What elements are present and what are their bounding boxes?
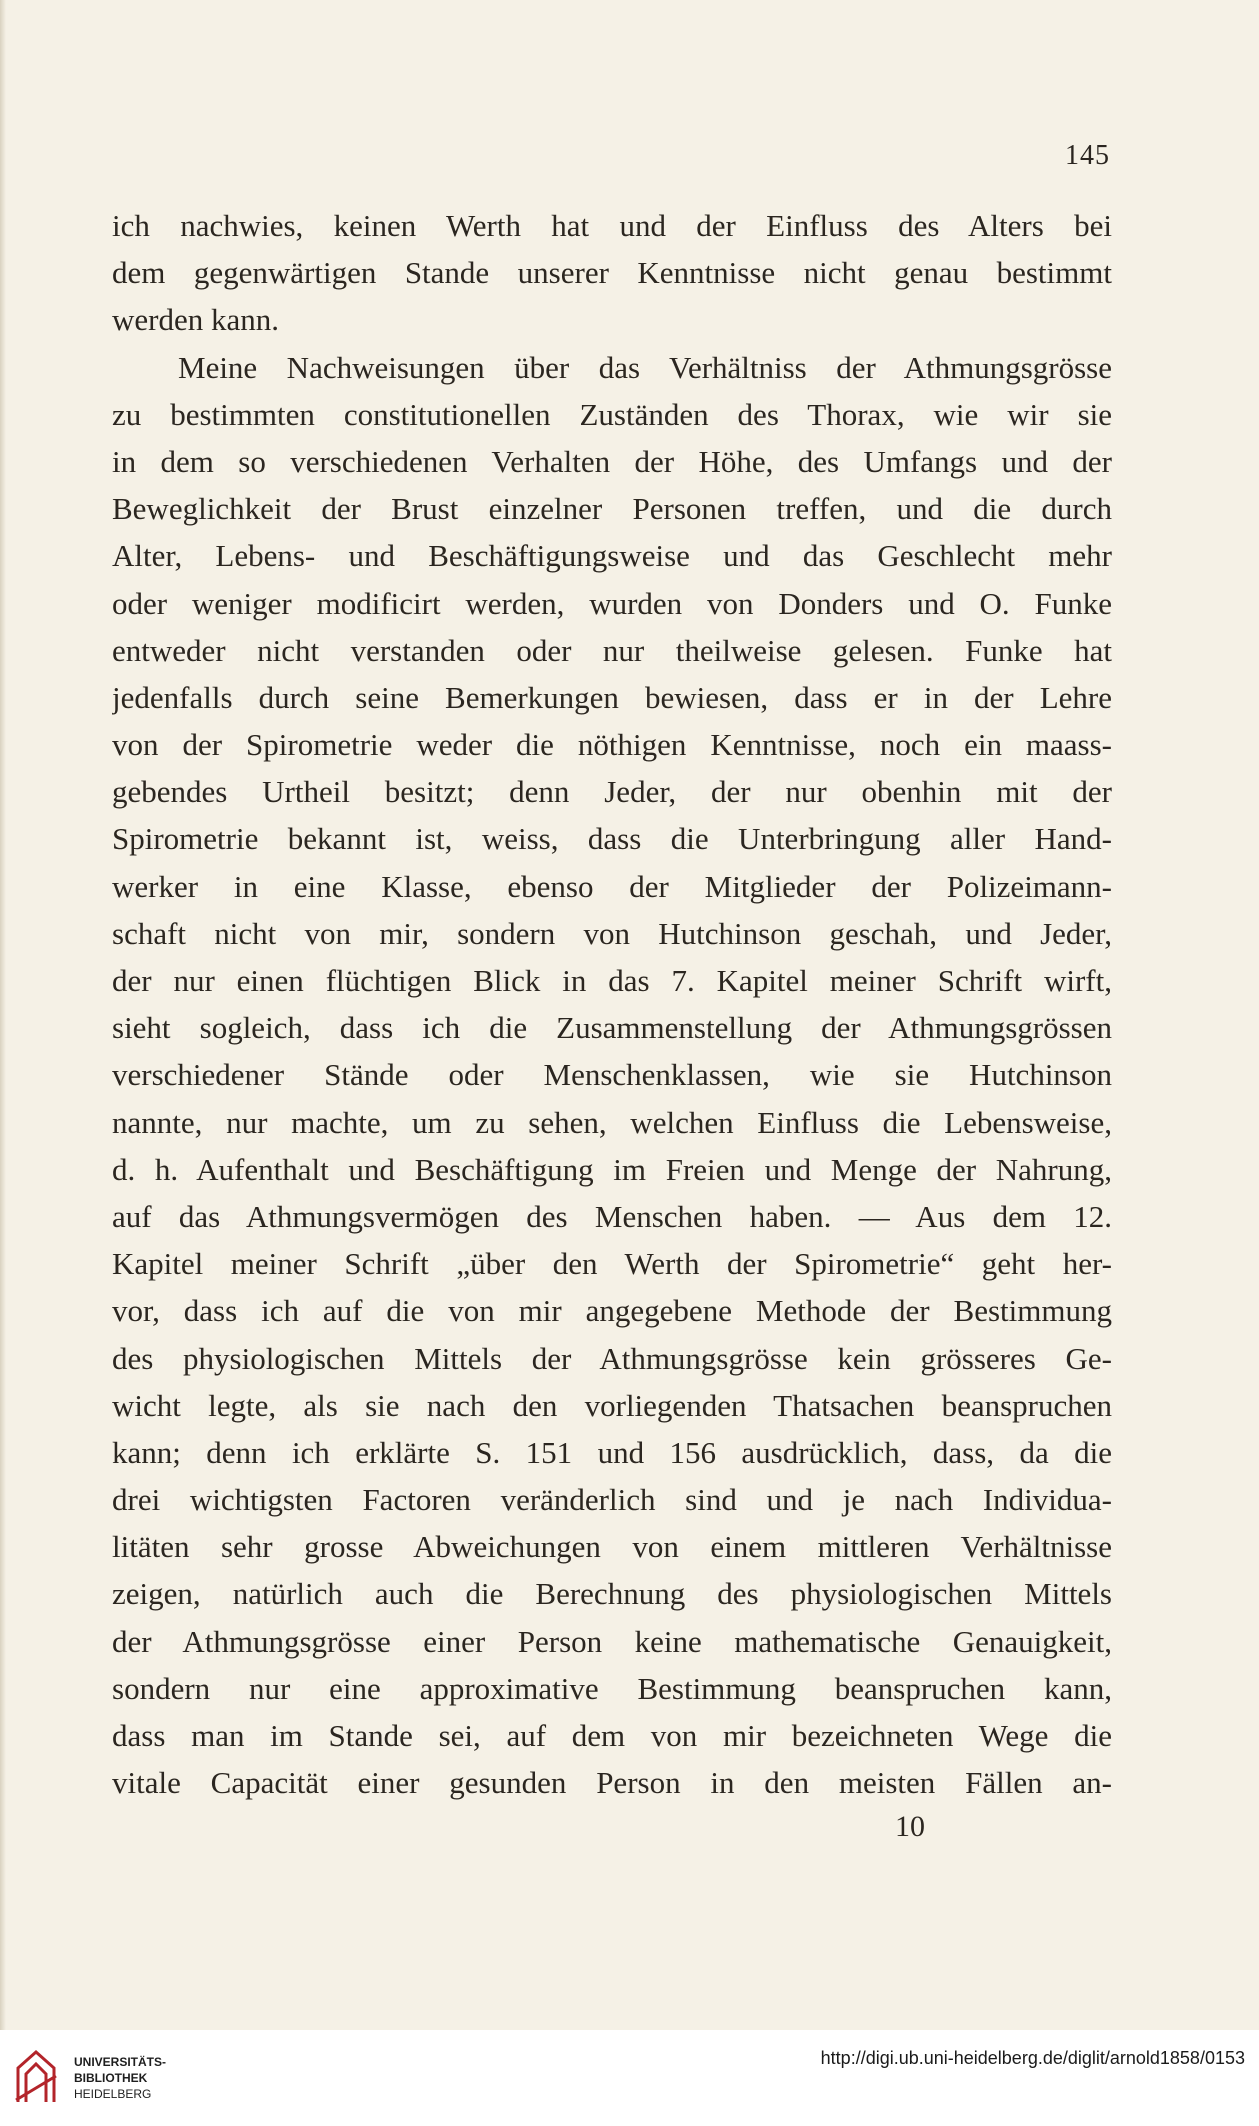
- text-line: werden kann.: [112, 302, 279, 338]
- text-line: kann; denn ich erklärte S. 151 und 156 ausdrücklich, dass, da die: [112, 1434, 1112, 1470]
- text-line: Alter, Lebens- und Beschäftigungsweise und das Geschlecht mehr: [112, 538, 1112, 574]
- text-line: werker in eine Klasse, ebenso der Mitglieder der Polizeimann-: [112, 868, 1112, 904]
- text-line: der Athmungsgrösse einer Person keine mathematische Genauigkeit,: [112, 1623, 1112, 1659]
- library-logo[interactable]: [14, 2040, 167, 2116]
- library-name: [74, 2054, 166, 2102]
- text-line: drei wichtigsten Factoren veränderlich sind und je nach Individua-: [112, 1482, 1112, 1518]
- text-line: Beweglichkeit der Brust einzelner Personen treffen, und die durch: [112, 491, 1112, 527]
- text-line: ich nachwies, keinen Werth hat und der Einfluss des Alters bei: [112, 208, 1112, 243]
- text-line: oder weniger modificirt werden, wurden von Donders und O. Funke: [112, 585, 1112, 621]
- text-line: vitale Capacität einer gesunden Person in den meisten Fällen an-: [112, 1765, 1112, 1801]
- text-line: nannte, nur machte, um zu sehen, welchen Einfluss die Lebensweise,: [112, 1104, 1112, 1140]
- text-line: des physiologischen Mittels der Athmungsgrösse kein grösseres Ge-: [112, 1340, 1112, 1376]
- library-emblem-icon: [14, 2048, 58, 2104]
- text-line: vor, dass ich auf die von mir angegebene Methode der Bestimmung: [112, 1293, 1112, 1329]
- text-line: schaft nicht von mir, sondern von Hutchinson geschah, und Jeder,: [112, 915, 1112, 951]
- text-line: Kapitel meiner Schrift „über den Werth der Spirometrie“ geht her-: [112, 1246, 1112, 1282]
- text-line: von der Spirometrie weder die nöthigen Kenntnisse, noch ein maass-: [112, 727, 1112, 763]
- text-line: sondern nur eine approximative Bestimmung beanspruchen kann,: [112, 1670, 1112, 1706]
- signature-mark: 10: [895, 1810, 925, 1843]
- text-line: zu bestimmten constitutionellen Zuständen des Thorax, wie wir sie: [112, 396, 1112, 432]
- text-line: litäten sehr grosse Abweichungen von einem mittleren Verhältnisse: [112, 1529, 1112, 1565]
- page-edge-shadow: [0, 0, 6, 2126]
- text-line: verschiedener Stände oder Menschenklassen, wie sie Hutchinson: [112, 1057, 1112, 1093]
- footer-bar: [0, 2030, 1259, 2126]
- text-line: dass man im Stande sei, auf dem von mir bezeichneten Wege die: [112, 1718, 1112, 1753]
- text-line: der nur einen flüchtigen Blick in das 7. Kapitel meiner Schrift wirft,: [112, 963, 1112, 998]
- text-line: Spirometrie bekannt ist, weiss, dass die Unterbringung aller Hand-: [112, 821, 1112, 857]
- text-line: sieht sogleich, dass ich die Zusammenstellung der Athmungsgrössen: [112, 1010, 1112, 1046]
- text-line: dem gegenwärtigen Stande unserer Kenntnisse nicht genau bestimmt: [112, 255, 1112, 291]
- library-name-line: UNIVERSITÄTS-: [74, 2055, 167, 2069]
- library-name-line: HEIDELBERG: [74, 2087, 152, 2101]
- text-line: zeigen, natürlich auch die Berechnung des physiologischen Mittels: [112, 1576, 1112, 1612]
- text-line: in dem so verschiedenen Verhalten der Höhe, des Umfangs und der: [112, 443, 1112, 479]
- text-line: wicht legte, als sie nach den vorliegenden Thatsachen beanspruchen: [112, 1387, 1112, 1423]
- text-line: gebendes Urtheil besitzt; denn Jeder, der nur obenhin mit der: [112, 774, 1112, 810]
- source-url-link[interactable]: http://digi.ub.uni-heidelberg.de/diglit/arnold1858/0153: [820, 2048, 1245, 2068]
- text-line: entweder nicht verstanden oder nur theilweise gelesen. Funke hat: [112, 632, 1112, 668]
- text-line: d. h. Aufenthalt und Beschäftigung im Freien und Menge der Nahrung,: [112, 1151, 1112, 1187]
- text-line: Meine Nachweisungen über das Verhältniss der Athmungsgrösse: [178, 349, 1112, 385]
- page-number: 145: [1065, 140, 1110, 171]
- text-line: jedenfalls durch seine Bemerkungen bewiesen, dass er in der Lehre: [112, 679, 1112, 715]
- library-name-line: BIBLIOTHEK: [74, 2071, 148, 2085]
- body-text: [112, 202, 1112, 1806]
- text-line: auf das Athmungsvermögen des Menschen haben. — Aus dem 12.: [112, 1198, 1112, 1234]
